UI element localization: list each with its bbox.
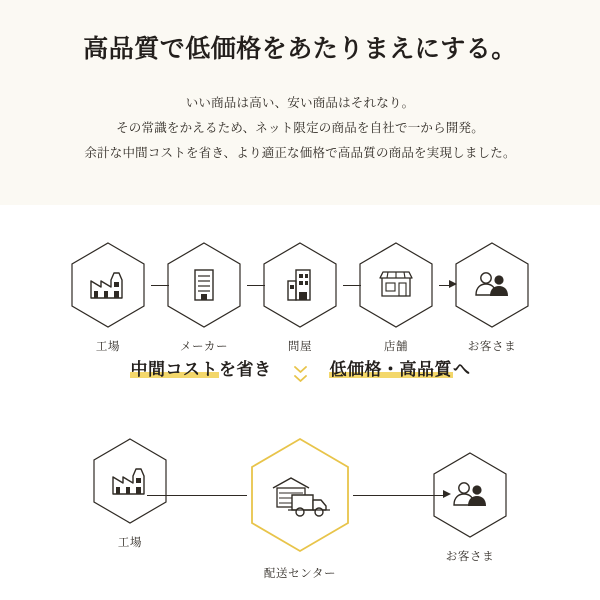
node-distribution-center (240, 437, 360, 581)
bottom-row-nodes (0, 437, 600, 581)
node-label-maker: メーカー (179, 341, 229, 353)
arrow-to-customer-2 (443, 490, 451, 498)
connector-3 (343, 285, 361, 286)
hex-frame-maker (165, 241, 243, 329)
middle-band-right-suffix: へ (453, 360, 471, 379)
double-chevron-down-icon (290, 360, 311, 376)
top-row-nodes (0, 241, 600, 354)
building-icon (188, 267, 220, 303)
connector-1 (151, 285, 169, 286)
node-label-factory-2: 工場 (117, 537, 143, 549)
factory-icon (88, 269, 128, 301)
node-customer (444, 241, 540, 354)
hex-frame-store (357, 241, 435, 329)
page-title: 高品質で低価格をあたりまえにする。 (83, 35, 517, 63)
node-label-store: 店舗 (383, 341, 409, 353)
node-label-wholesaler: 問屋 (287, 341, 313, 353)
node-customer-2 (422, 437, 518, 564)
supply-chain-diagram (0, 205, 600, 600)
node-maker (156, 241, 252, 354)
node-label-customer-2: お客さま (445, 551, 495, 563)
lede-line-2: その常識をかえるため、ネット限定の商品を自社で一から開発。 (116, 121, 484, 136)
node-wholesaler (252, 241, 348, 354)
middle-band-right-highlight: 低価格・高品質 (329, 360, 452, 379)
connector-b2 (353, 495, 445, 496)
connector-2 (247, 285, 265, 286)
node-factory (60, 241, 156, 354)
node-store (348, 241, 444, 354)
hex-frame-distribution-center (248, 437, 352, 553)
delivery-center-icon (268, 470, 332, 520)
diagram-row-after (0, 437, 600, 581)
hex-frame-customer (453, 241, 531, 329)
warehouse-building-icon (282, 267, 318, 303)
middle-band-right-text (329, 355, 471, 380)
lede-line-3: 余計な中間コストを省き、より適正な価格で高品質の商品を実現しました。 (84, 146, 516, 161)
header-section (0, 0, 600, 205)
node-factory-2 (82, 437, 178, 550)
diagram-row-before (0, 241, 600, 354)
middle-band-left-highlight: 中間コスト (130, 360, 218, 379)
hex-frame-factory-2 (91, 437, 169, 525)
lede-line-1: いい商品は高い、安い商品はそれなり。 (185, 96, 415, 111)
lede-paragraph (0, 91, 600, 166)
middle-band (0, 355, 600, 380)
shop-icon (376, 269, 416, 301)
customers-icon (473, 270, 511, 300)
arrow-to-customer (449, 280, 457, 288)
node-label-factory: 工場 (95, 341, 121, 353)
connector-b1 (147, 495, 247, 496)
node-label-customer: お客さま (467, 341, 517, 353)
middle-band-left-text (130, 355, 272, 380)
hex-frame-factory (69, 241, 147, 329)
node-label-distribution-center: 配送センター (263, 568, 337, 580)
factory-icon (110, 465, 150, 497)
hex-frame-wholesaler (261, 241, 339, 329)
middle-band-left-suffix: を省き (219, 360, 272, 379)
customers-icon (451, 480, 489, 510)
